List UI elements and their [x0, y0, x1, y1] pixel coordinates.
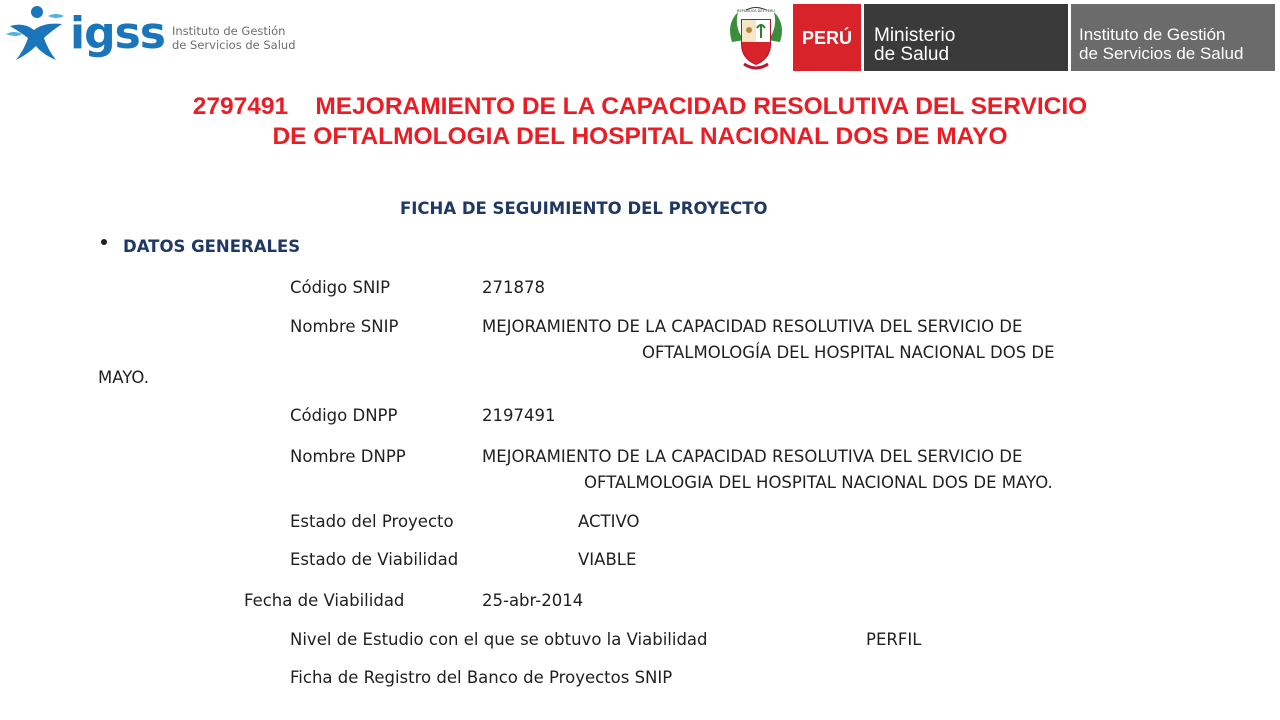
bullet-icon [101, 239, 107, 245]
ministry-label-line: Ministerio [874, 25, 956, 46]
estado-proyecto-label: Estado del Proyecto [290, 512, 454, 531]
nombre-snip-value-line: MEJORAMIENTO DE LA CAPACIDAD RESOLUTIVA DEL SERVICIO DE [482, 317, 1023, 336]
nombre-snip-value-line: OFTALMOLOGÍA DEL HOSPITAL NACIONAL DOS DE [642, 343, 1055, 362]
institute-label [1071, 4, 1275, 71]
estado-proyecto-value: ACTIVO [578, 512, 640, 531]
codigo-snip-value: 271878 [482, 278, 545, 297]
page-title-line: DE OFTALMOLOGIA DEL HOSPITAL NACIONAL DOS DE MAYO [272, 123, 1008, 150]
codigo-dnpp-label: Código DNPP [290, 406, 398, 425]
codigo-dnpp-value: 2197491 [482, 406, 556, 425]
nivel-estudio-label: Nivel de Estudio con el que se obtuvo la Viabilidad [290, 630, 708, 649]
page-title-line: 2797491 MEJORAMIENTO DE LA CAPACIDAD RESOLUTIVA DEL SERVICIO [192, 93, 1088, 120]
fecha-viabilidad-label: Fecha de Viabilidad [244, 591, 405, 610]
igss-logo-subtitle [172, 24, 296, 52]
estado-viabilidad-value: VIABLE [578, 550, 637, 569]
peru-label: PERÚ [793, 4, 861, 71]
nombre-snip-label: Nombre SNIP [290, 317, 399, 336]
institute-label-line: de Servicios de Salud [1079, 44, 1244, 63]
peru-coat-of-arms-icon [724, 6, 788, 70]
igss-figure-icon [4, 4, 68, 64]
section-heading: DATOS GENERALES [123, 237, 301, 256]
institute-label-line: Instituto de Gestión [1079, 25, 1226, 44]
nombre-dnpp-value-line: OFTALMOLOGIA DEL HOSPITAL NACIONAL DOS DE MAYO. [584, 473, 1053, 492]
igss-logo-subtitle-line: Instituto de Gestión [172, 24, 286, 38]
igss-logo-wordmark: igss [70, 8, 165, 59]
nombre-snip-value-line: MAYO. [98, 368, 149, 387]
shield-text: REPUBLICA DEL PERU [737, 9, 775, 13]
nombre-dnpp-value-line: MEJORAMIENTO DE LA CAPACIDAD RESOLUTIVA DEL SERVICIO DE [482, 447, 1023, 466]
nombre-dnpp-label: Nombre DNPP [290, 447, 406, 466]
ficha-registro-label: Ficha de Registro del Banco de Proyectos SNIP [290, 668, 673, 687]
igss-logo-subtitle-line: de Servicios de Salud [172, 38, 296, 52]
ministry-label [864, 4, 1068, 71]
estado-viabilidad-label: Estado de Viabilidad [290, 550, 459, 569]
fecha-viabilidad-value: 25-abr-2014 [482, 591, 584, 610]
ministry-label-line: de Salud [874, 44, 950, 65]
nivel-estudio-value: PERFIL [866, 630, 922, 649]
page-title [0, 92, 1280, 152]
sheet-heading: FICHA DE SEGUIMIENTO DEL PROYECTO [400, 199, 768, 218]
igss-logo [4, 4, 294, 66]
codigo-snip-label: Código SNIP [290, 278, 391, 297]
